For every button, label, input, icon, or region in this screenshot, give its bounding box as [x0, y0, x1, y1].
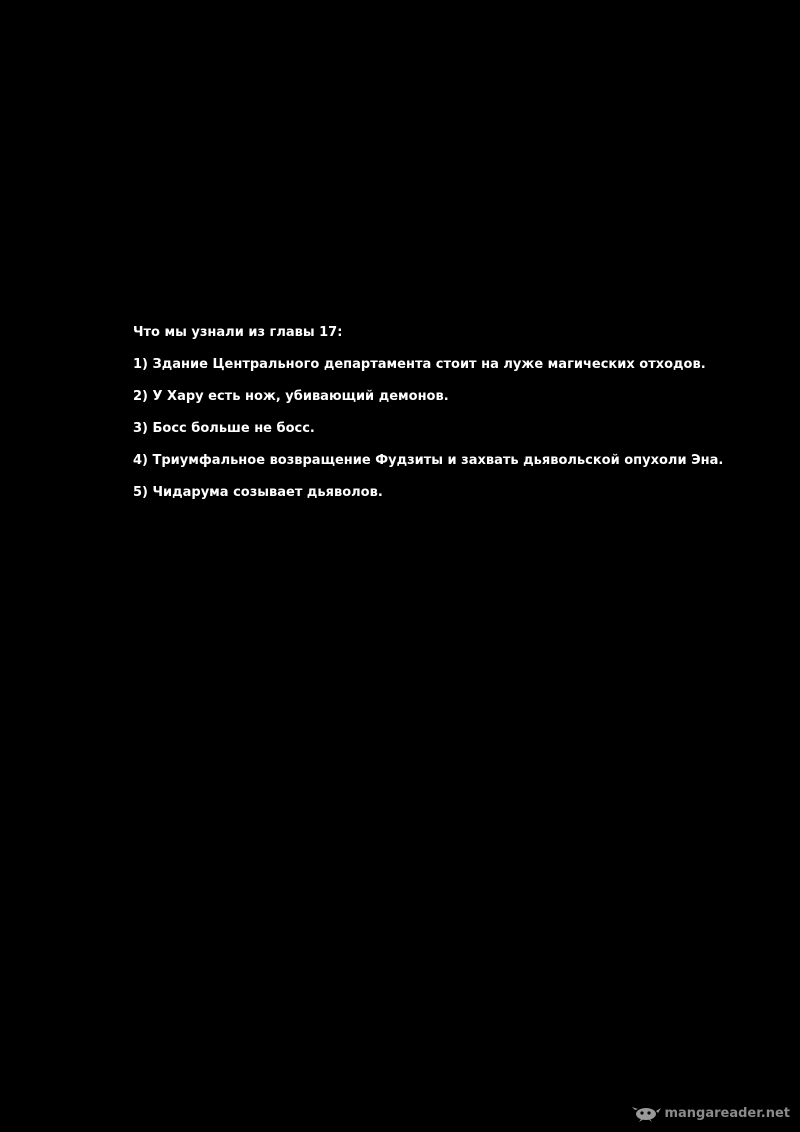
chapter-summary [133, 324, 773, 516]
watermark-text: mangareader.net [664, 1105, 790, 1121]
mascot-logo-icon [632, 1104, 662, 1122]
summary-item: 5) Чидарума созывает дьяволов. [133, 485, 383, 500]
summary-list [133, 356, 773, 502]
summary-item: 4) Триумфальное возвращение Фудзиты и захвать дьявольской опухоли Эна. [133, 453, 724, 468]
site-watermark [632, 1104, 790, 1122]
summary-heading: Что мы узнали из главы 17: [133, 325, 343, 340]
summary-item: 2) У Хару есть нож, убивающий демонов. [133, 389, 449, 404]
summary-item: 3) Босс больше не босс. [133, 421, 315, 436]
summary-item: 1) Здание Центрального департамента стоит на луже магических отходов. [133, 357, 706, 372]
